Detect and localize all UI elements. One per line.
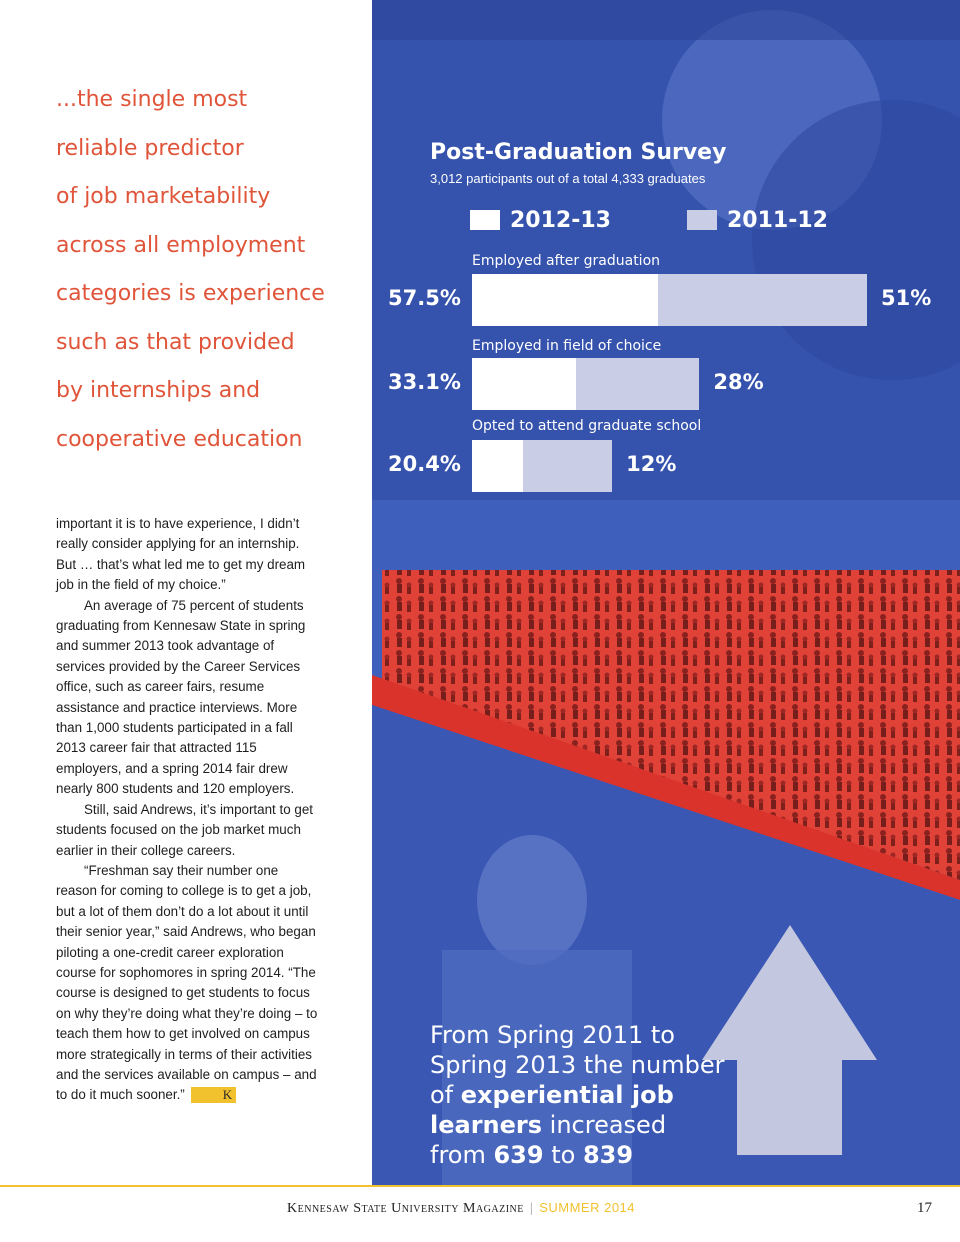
infographic-panel	[372, 0, 960, 1185]
pull-quote-line: of job marketability	[56, 184, 271, 209]
bar-category-label: Employed in field of choice	[472, 338, 662, 354]
bar-category-label: Employed after graduation	[472, 253, 661, 269]
pull-quote	[56, 80, 356, 468]
stat-line	[430, 1080, 730, 1110]
experiential-stat	[430, 1020, 730, 1170]
stat-emphasis: experiential job	[460, 1081, 674, 1109]
stat-to-value: 839	[582, 1141, 634, 1169]
pull-quote-line: such as that provided	[56, 329, 295, 355]
value-label-2011-12: 51%	[881, 286, 932, 310]
footer-separator: |	[529, 1201, 534, 1216]
stat-text: increased	[542, 1111, 667, 1139]
bar-category-label: Opted to attend graduate school	[472, 418, 702, 434]
pull-quote-line: cooperative education	[56, 426, 303, 452]
footer	[287, 1200, 635, 1217]
body-paragraph-text: “Freshman say their number one reason for coming to college is to get a job, but a lot of them don’t do a lot about it until their senior year,” said Andrews, who began piloting a one-credit career exploration course for sophomores in spring 2014. “The course is designed to get students to focus on why they’re doing what they’re doing – to teach them how to get involved on campus more strategically in terms of their activities and the services available on campus – and to do it much sooner.”	[56, 862, 318, 1103]
stat-text: of	[430, 1081, 461, 1109]
survey-title: Post-Graduation Survey	[430, 140, 727, 165]
value-label-2012-13: 33.1%	[388, 370, 461, 394]
bar-2012-13	[472, 274, 658, 326]
student-photo	[477, 835, 587, 965]
legend-label: 2011-12	[727, 207, 828, 233]
body-paragraph: important it is to have experience, I didn’t really consider applying for an internship. But … that’s what led me to get my dream job in the field of my choice.”	[56, 516, 306, 593]
stat-line	[430, 1140, 730, 1170]
legend-swatch	[687, 210, 717, 230]
legend-2011	[687, 206, 828, 234]
stat-line: Spring 2013 the number	[430, 1051, 725, 1079]
stat-line	[430, 1110, 730, 1140]
stat-from-value: 639	[493, 1141, 544, 1169]
footer-rule	[0, 1185, 960, 1187]
legend-2012	[470, 206, 611, 234]
stat-line: From Spring 2011 to	[430, 1021, 675, 1049]
pull-quote-line: categories is experience	[56, 281, 325, 306]
value-label-2011-12: 28%	[713, 370, 764, 394]
stat-text: to	[543, 1141, 583, 1169]
survey-subtitle: 3,012 participants out of a total 4,333 graduates	[430, 171, 706, 186]
value-label-2012-13: 20.4%	[388, 452, 461, 476]
value-label-2012-13: 57.5%	[388, 286, 461, 310]
pull-quote-line: reliable predictor	[56, 135, 244, 161]
end-mark: K	[191, 1087, 236, 1103]
article-body	[56, 514, 318, 1106]
stat-emphasis: learners	[430, 1111, 543, 1139]
magazine-name: Kennesaw State University Magazine	[287, 1201, 524, 1216]
legend-label: 2012-13	[510, 207, 611, 233]
stat-text: from	[430, 1141, 494, 1169]
bar-2012-13	[472, 440, 523, 492]
value-label-2011-12: 12%	[626, 452, 677, 476]
page-number: 17	[917, 1200, 932, 1216]
pull-quote-line: ...the single most	[56, 87, 248, 112]
pull-quote-line: across all employment	[56, 232, 306, 258]
body-paragraph: An average of 75 percent of students graduating from Kennesaw State in spring and summer 2013 took advantage of services provided by the Career Services office, such as career fairs, resume assistance and practice interviews. More than 1,000 students participated in a fall 2013 career fair that attracted 115 employers, and a spring 2014 fair drew nearly 800 students and 120 employers.	[56, 597, 306, 797]
body-paragraph: Still, said Andrews, it’s important to get students focused on the job market much earlier in their college careers.	[56, 801, 313, 858]
bar-2012-13	[472, 358, 576, 410]
body-paragraph	[56, 861, 318, 1106]
pull-quote-line: by internships and	[56, 378, 261, 403]
legend-swatch	[470, 210, 500, 230]
issue-season: SUMMER 2014	[539, 1200, 636, 1215]
